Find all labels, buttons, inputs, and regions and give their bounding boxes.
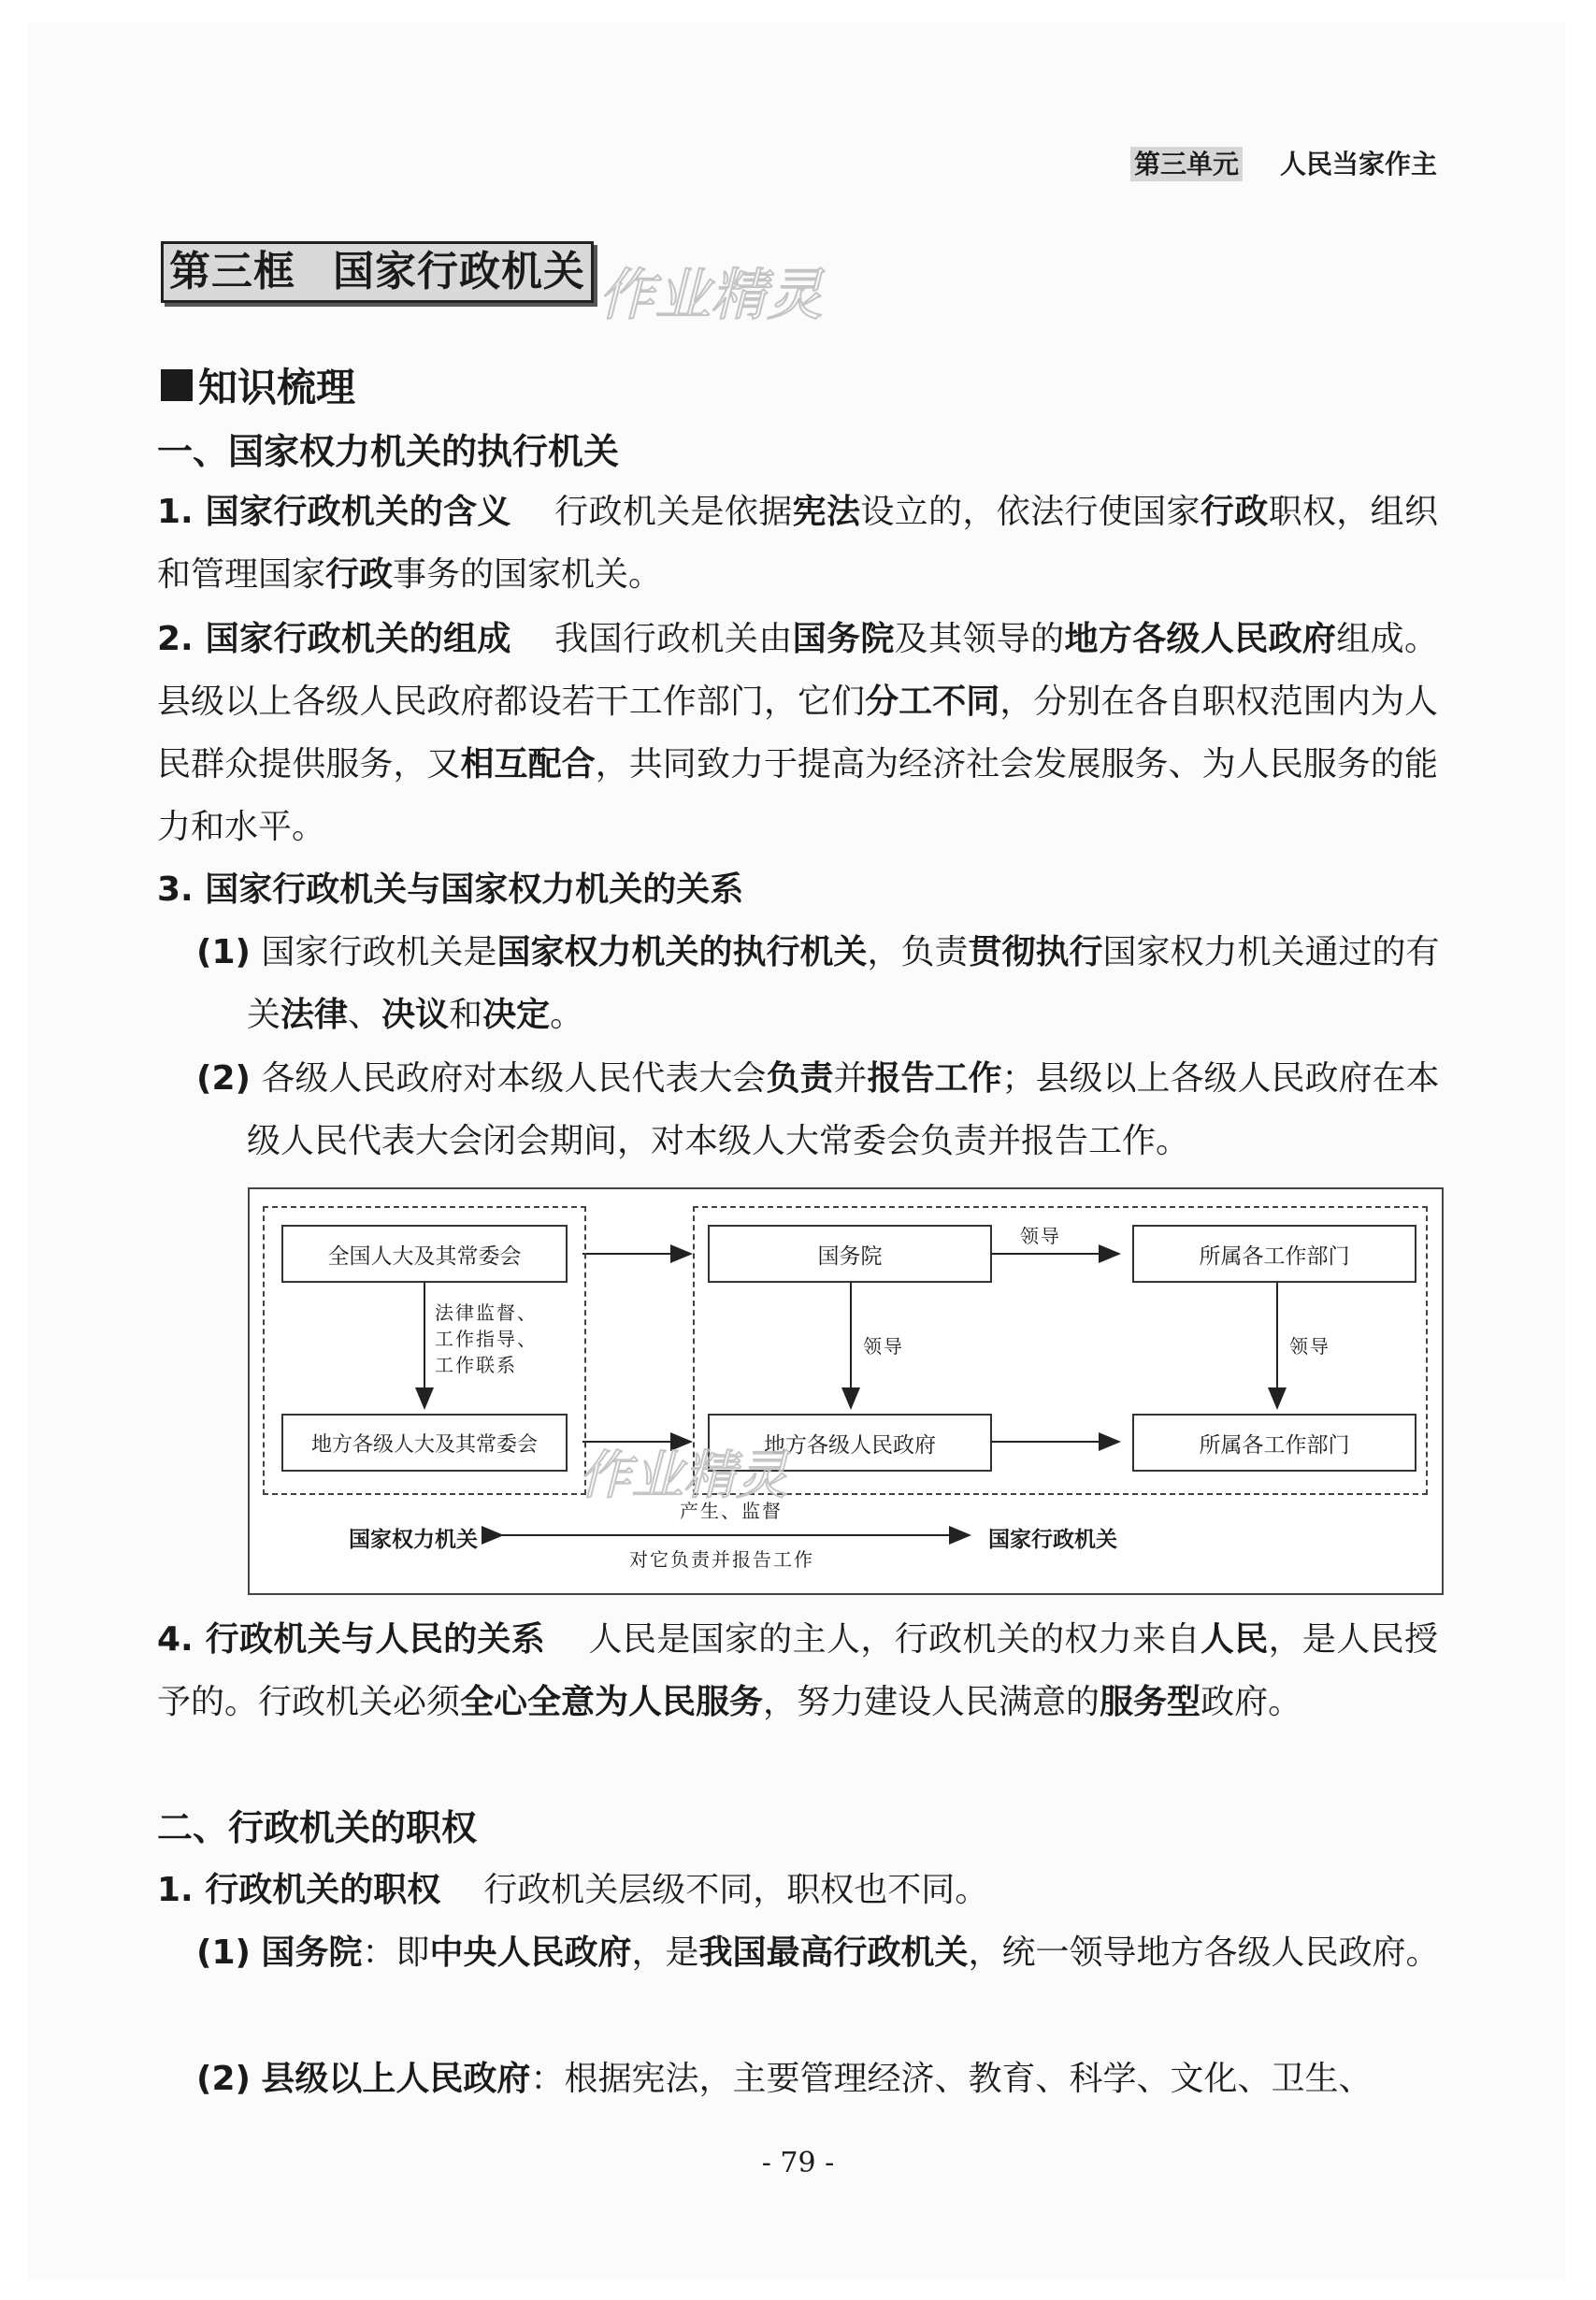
npc-relation-label: 法律监督、 工作指导、 工作联系 (435, 1301, 538, 1376)
power-organ-label: 国家权力机关 (349, 1528, 478, 1552)
item-4: 4. 行政机关与人民的关系 人民是国家的主人，行政机关的权力来自人民，是人民授予的。行政机关必须全心全意为人民服务，努力建设人民满意的服务型政府。 (157, 1619, 1438, 1721)
item-1: 1. 国家行政机关的含义 行政机关是依据宪法设立的，依法行使国家行政职权，组织和管理国家行政事务的国家机关。 (157, 492, 1438, 594)
section-name: 国家行政机关 (333, 248, 585, 295)
part1-title: 一、国家权力机关的执行机关 (157, 431, 620, 472)
item-2-lead: 2. 国家行政机关的组成 (157, 620, 511, 658)
item-4-lead: 4. 行政机关与人民的关系 (157, 1620, 546, 1659)
box-local-gov: 地方各级人民政府 (708, 1414, 992, 1472)
watermark-diagram: 作业精灵 (579, 1445, 788, 1506)
box-dept-bottom: 所属各工作部门 (1132, 1414, 1416, 1472)
box-local-npc: 地方各级人大及其常委会 (281, 1414, 568, 1472)
unit-label: 第三单元 (1130, 147, 1243, 181)
relation-diagram (248, 1187, 1444, 1595)
lead-right-label: 领导 (1289, 1335, 1330, 1358)
item-1-lead: 1. 国家行政机关的含义 (157, 493, 511, 531)
box-npc: 全国人大及其常委会 (281, 1225, 568, 1283)
box-dept-top: 所属各工作部门 (1132, 1225, 1416, 1283)
part2-sub-2: (2) 县级以上人民政府：根据宪法，主要管理经济、教育、科学、文化、卫生、 (196, 2059, 1373, 2098)
arrow-bottom-label: 对它负责并报告工作 (629, 1548, 814, 1571)
running-header (1130, 144, 1437, 181)
item-3-sub-1: (1) 国家行政机关是国家权力机关的执行机关，负责贯彻执行国家权力机关通过的有关法律、决议和决定。 (196, 932, 1440, 1034)
unit-title: 人民当家作主 (1279, 149, 1437, 180)
section-part: 第三框 (169, 248, 295, 295)
item-3-lead: 3. 国家行政机关与国家权力机关的关系 (157, 870, 744, 909)
arrow-top-label: 产生、监督 (680, 1500, 783, 1522)
square-bullet-icon (161, 369, 193, 401)
lead-top-label: 领导 (1020, 1225, 1061, 1247)
lead-left-label: 领导 (863, 1335, 904, 1358)
watermark: 作业精灵 (598, 263, 823, 328)
knowledge-heading-text: 知识梳理 (198, 365, 356, 410)
item-2: 2. 国家行政机关的组成 我国行政机关由国务院及其领导的地方各级人民政府组成。县级以上各级人民政府都设若干工作部门，它们分工不同，分别在各自职权范围内为人民群众提供服务，又相互配合，共同致力于提高为经济社会发展服务、为人民服务的能力和水平。 (157, 619, 1438, 846)
admin-organ-label: 国家行政机关 (988, 1528, 1117, 1552)
item-3-sub-2: (2) 各级人民政府对本级人民代表大会负责并报告工作；县级以上各级人民政府在本级人民代表大会闭会期间，对本级人大常委会负责并报告工作。 (196, 1058, 1440, 1160)
part2-title: 二、行政机关的职权 (157, 1807, 478, 1848)
part2-item-1: 1. 行政机关的职权 行政机关层级不同，职权也不同。 (157, 1871, 989, 1909)
section-title (161, 241, 594, 303)
page-number: - 79 - (761, 2147, 835, 2179)
box-state-council: 国务院 (708, 1225, 992, 1283)
part2-sub-1: (1) 国务院：即中央人民政府，是我国最高行政机关，统一领导地方各级人民政府。 (196, 1933, 1440, 1972)
knowledge-heading (161, 357, 355, 413)
